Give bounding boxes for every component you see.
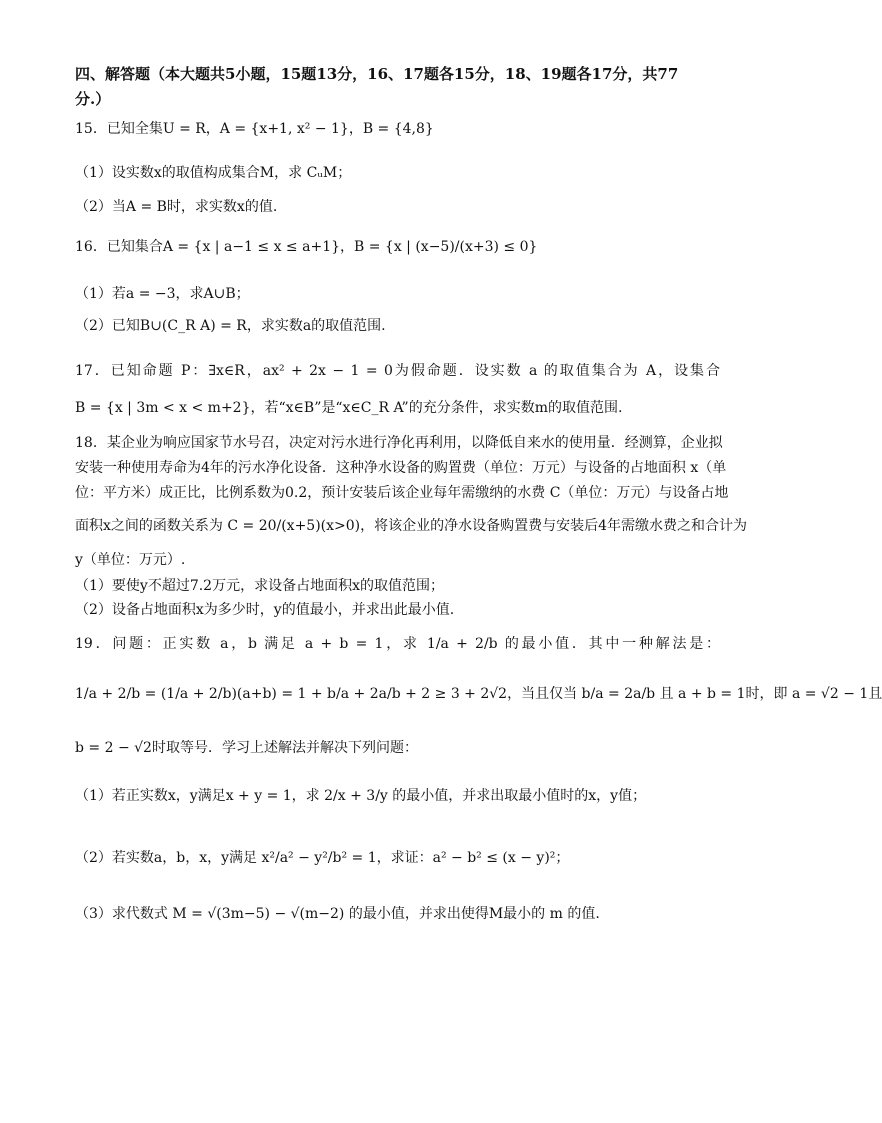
q18-line-1: 18．某企业为响应国家节水号召，决定对污水进行净化再利用，以降低自来水的使用量．经测算，企业拟 [75,435,723,451]
q18-part-1: （1）要使y不超过7.2万元，求设备占地面积x的取值范围； [75,578,444,594]
q18-line-2: 安装一种使用寿命为4年的污水净化设备．这种净水设备的购置费（单位：万元）与设备的占地面积 x（单 [75,460,727,476]
q18-line-5: y（单位：万元）. [75,552,186,568]
q18-line-4: 面积x之间的函数关系为 C = 20/(x+5)(x>0)，将该企业的净水设备购置费与安装后4年需缴水费之和合计为 [75,518,748,534]
section-header-line-2: 分.） [75,90,111,108]
q18-line-3: 位：平方米）成正比，比例系数为0.2，预计安装后该企业每年需缴纳的水费 C（单位：万元）与设备占地 [75,485,729,501]
q19-part-2: （2）若实数a，b，x，y满足 x²/a² − y²/b² = 1，求证：a² − b² ≤ (x − y)²； [75,850,570,866]
q15-stem: 15．已知全集U = R，A = {x+1, x² − 1}，B = {4,8} [75,121,434,137]
q17-line-2: B = {x | 3m < x < m+2}，若“x∈B”是“x∈C_R A”的充分条件，求实数m的取值范围. [75,400,623,416]
q15-part-1: （1）设实数x的取值构成集合M，求 CᵤM； [75,165,352,181]
section-header-line-1: 四、解答题（本大题共5小题，15题13分，16、17题各15分，18、19题各17分，共77 [75,65,679,83]
q19-line-3: b = 2 − √2时取等号．学习上述解法并解决下列问题： [75,740,418,756]
q15-part-2: （2）当A = B时，求实数x的值. [75,199,278,215]
q18-part-2: （2）设备占地面积x为多少时，y的值最小，并求出此最小值. [75,602,455,618]
q19-line-2: 1/a + 2/b = (1/a + 2/b)(a+b) = 1 + b/a + 2a/b + 2 ≥ 3 + 2√2，当且仅当 b/a = 2a/b 且 a + b = 1时，即 a = √2 − 1且 [75,686,882,702]
q19-line-1: 19．问题：正实数 a，b 满足 a + b = 1，求 1/a + 2/b 的最小值．其中一种解法是： [75,636,720,652]
q16-part-2: （2）已知B∪(C_R A) = R，求实数a的取值范围. [75,318,386,334]
q19-part-1: （1）若正实数x，y满足x + y = 1，求 2/x + 3/y 的最小值，并求出取最小值时的x，y值； [75,788,647,804]
q17-line-1: 17．已知命题 P：∃x∈R，ax² + 2x − 1 = 0为假命题．设实数 a 的取值集合为 A，设集合 [75,363,720,379]
q16-stem: 16．已知集合A = {x | a−1 ≤ x ≤ a+1}，B = {x | (x−5)/(x+3) ≤ 0} [75,239,538,255]
q16-part-1: （1）若a = −3，求A∪B； [75,286,250,302]
q19-part-3: （3）求代数式 M = √(3m−5) − √(m−2) 的最小值，并求出使得M最小的 m 的值. [75,906,600,922]
